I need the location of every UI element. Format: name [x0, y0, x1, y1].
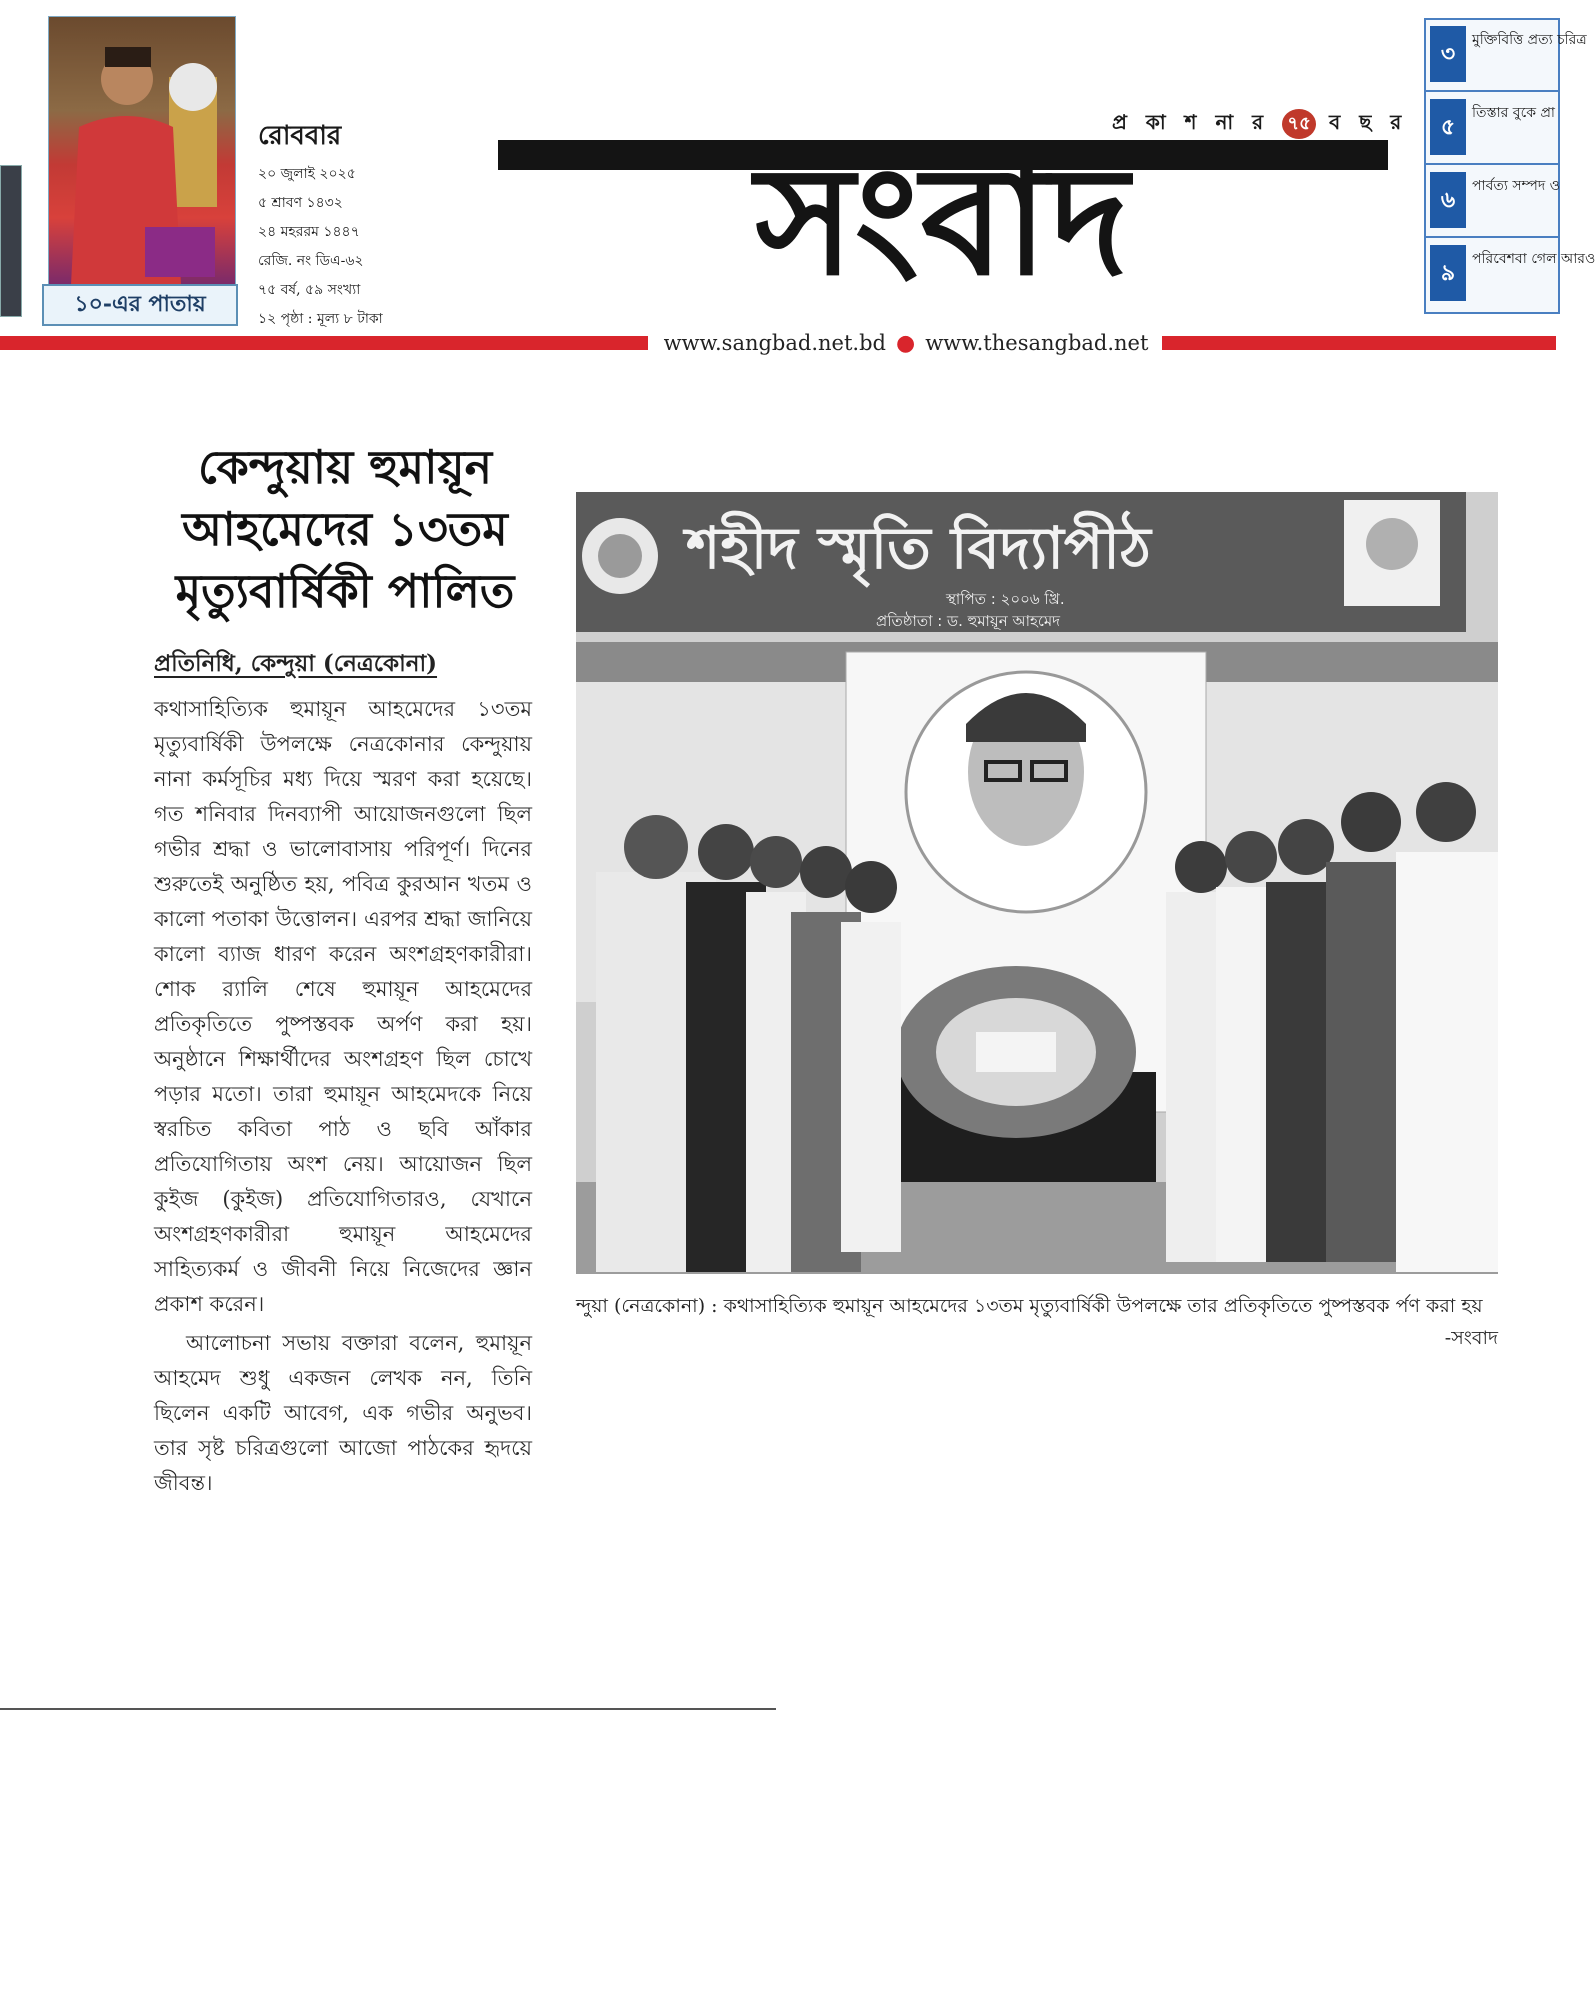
photo-credit: -সংবাদ: [1444, 1327, 1498, 1349]
url-thesangbad[interactable]: www.thesangbad.net: [925, 331, 1149, 355]
date-bangla: ৫ শ্রাবণ ১৪৩২: [258, 195, 343, 211]
banner-established: স্থাপিত : ২০০৬ খ্রি.: [946, 590, 1065, 608]
website-urls: [660, 330, 1152, 357]
index-row[interactable]: [1426, 93, 1558, 165]
logo-wordmark: সংবাদ: [755, 133, 1131, 309]
url-sangbad[interactable]: www.sangbad.net.bd: [663, 331, 886, 355]
index-page-number: ৩: [1430, 26, 1466, 82]
masthead-red-rule-left: [0, 336, 648, 350]
pages-price: ১২ পৃষ্ঠা : মূল্য ৮ টাকা: [258, 311, 383, 327]
index-teaser: মুক্তিবিত্তি প্রত্য চরিত্র: [1472, 32, 1587, 48]
edge-photo-cropped: [0, 165, 22, 317]
photo-caption: [576, 1290, 1498, 1354]
date-hijri: ২৪ মহররম ১৪৪৭: [258, 224, 360, 240]
date-gregorian: ২০ জুলাই ২০২৫: [258, 166, 356, 182]
article-body: [154, 692, 532, 1501]
registration-number: রেজি. নং ডিএ-৬২: [258, 253, 364, 269]
photo-caption-text: ন্দুয়া (নেত্রকোনা) : কথাসাহিত্যিক হুমায়ূন আহমেদের ১৩তম মৃত্যুবার্ষিকী উপলক্ষে তার প্রতিকৃতিতে পুষ্পস্তবক র্পণ করা হয়: [576, 1295, 1483, 1317]
article-bottom-rule: [0, 1708, 776, 1710]
bullet-icon: ●: [895, 331, 916, 356]
index-teaser: তিস্তার বুকে প্রা: [1472, 105, 1555, 121]
banner-founder: প্রতিষ্ঠাতা : ড. হুমায়ূন আহমেদ: [876, 612, 1061, 630]
banner-title: শহীদ স্মৃতি বিদ্যাপীঠ: [686, 514, 1151, 582]
anniversary-suffix: ব ছ র: [1329, 110, 1408, 134]
index-page-number: ৬: [1430, 172, 1466, 228]
index-page-number: ৯: [1430, 245, 1466, 301]
index-row[interactable]: [1426, 20, 1587, 92]
anniversary-prefix: প্র কা শ না র: [1112, 110, 1270, 134]
article-paragraph: আলোচনা সভায় বক্তারা বলেন, হুমায়ূন আহমেদ শুধু একজন লেখক নন, তিনি ছিলেন একটি আবেগ, এক গভীর অনুভব। তার সৃষ্ট চরিত্রগুলো আজো পাঠকের হৃদয়ে জীবন্ত।: [154, 1331, 532, 1495]
front-page-index: [1424, 18, 1595, 314]
sports-promo[interactable]: [42, 16, 236, 322]
article-headline: কেন্দুয়ায় হুমায়ূন আহমেদের ১৩তম মৃত্যুবার্ষিকী পালিত: [175, 440, 515, 618]
masthead-red-rule-right: [1162, 336, 1556, 350]
event-photo: [576, 492, 1498, 1274]
promo-player-photo: [48, 16, 236, 286]
newspaper-logo[interactable]: [498, 128, 1388, 309]
article-byline: প্রতিনিধি, কেন্দুয়া (নেত্রকোনা): [154, 650, 438, 677]
index-page-number: ৫: [1430, 99, 1466, 155]
index-row[interactable]: [1426, 239, 1595, 309]
index-teaser: পরিবেশবা গেল আরও: [1472, 251, 1595, 267]
anniversary-number: ৭৫: [1282, 109, 1316, 139]
index-teaser: পার্বত্য সম্পদ ও: [1472, 178, 1560, 194]
volume-issue: ৭৫ বর্ষ, ৫৯ সংখ্যা: [258, 282, 361, 298]
promo-caption: ১০-এর পাতায়: [42, 284, 238, 326]
index-row[interactable]: [1426, 166, 1558, 238]
weekday: রোববার: [258, 121, 342, 151]
date-block: [258, 116, 408, 334]
article-paragraph: কথাসাহিত্যিক হুমায়ূন আহমেদের ১৩তম মৃত্যুবার্ষিকী উপলক্ষে নেত্রকোনার কেন্দুয়ায় নানা কর্মসূচির মধ্য দিয়ে স্মরণ করা হয়েছে। গত শনিবার দিনব্যাপী আয়োজনগুলো ছিল গভীর শ্রদ্ধা ও ভালোবাসায় পরিপূর্ণ। দিনের শুরুতেই অনুষ্ঠিত হয়, পবিত্র কুরআন খতম ও কালো পতাকা উত্তোলন। এরপর শ্রদ্ধা জানিয়ে কালো ব্যাজ ধারণ করেন অংশগ্রহণকারীরা। শোক র‍্যালি শেষে হুমায়ূন আহমেদের প্রতিকৃতিতে পুষ্পস্তবক অর্পণ করা হয়। অনুষ্ঠানে শিক্ষার্থীদের অংশগ্রহণ ছিল চোখে পড়ার মতো। তারা হুমায়ূন আহমেদকে নিয়ে স্বরচিত কবিতা পাঠ ও ছবি আঁকার প্রতিযোগিতায় অংশ নেয়। আয়োজন ছিল কুইজ (কুইজ) প্রতিযোগিতারও, যেখানে অংশগ্রহণকারীরা হুমায়ূন আহমেদের সাহিত্যকর্ম ও জীবনী নিয়ে নিজেদের জ্ঞান প্রকাশ করেন।: [154, 697, 532, 1316]
